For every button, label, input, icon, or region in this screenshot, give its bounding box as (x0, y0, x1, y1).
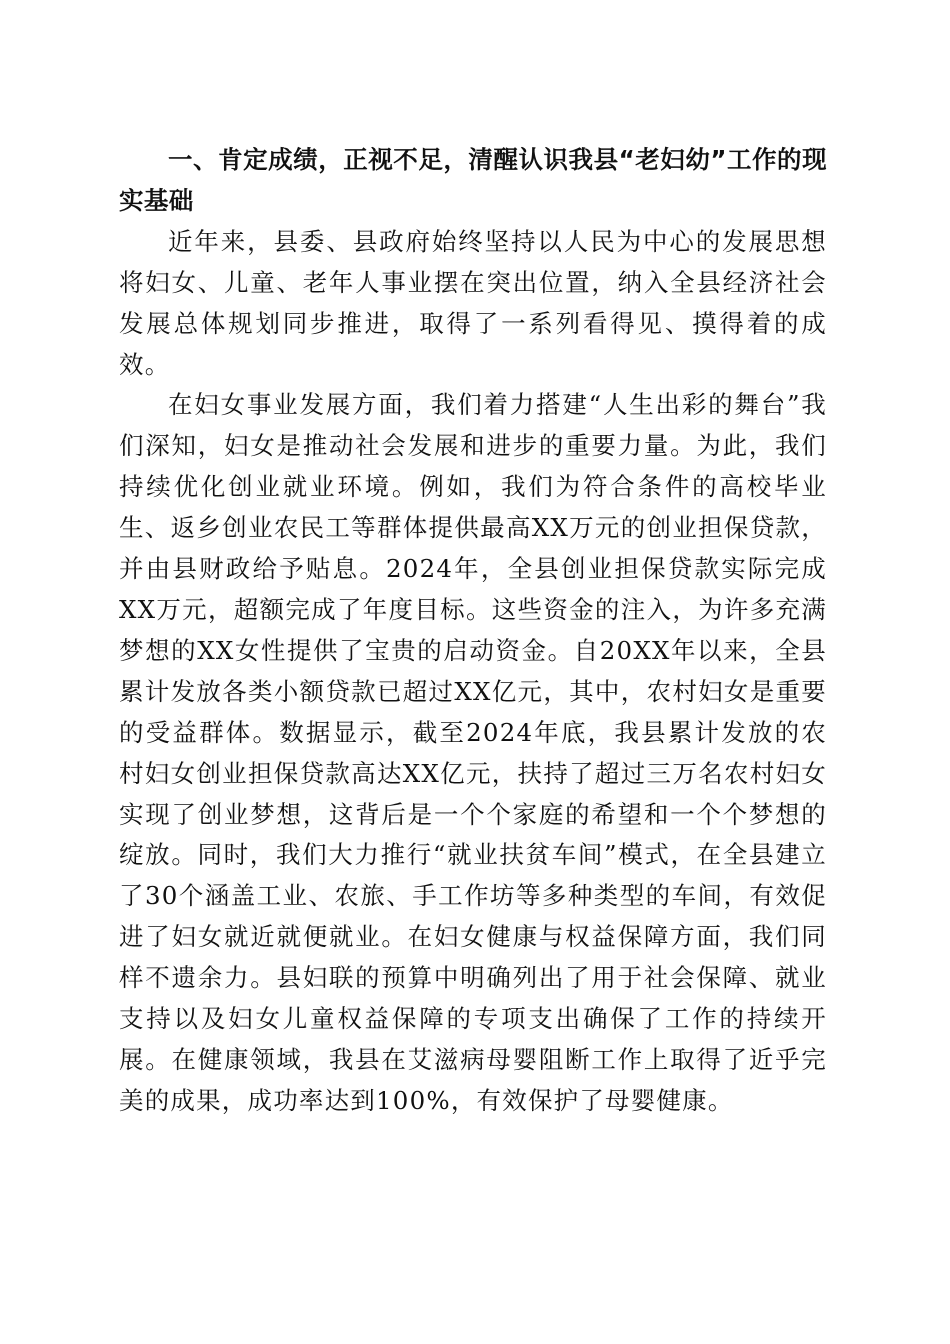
paragraph-women-development: 在妇女事业发展方面，我们着力搭建“人生出彩的舞台”我们深知，妇女是推动社会发展和进步的重要力量。为此，我们持续优化创业就业环境。例如，我们为符合条件的高校毕业生、返乡创业农民工等群体提供最高XX万元的创业担保贷款，并由县财政给予贴息。2024年，全县创业担保贷款实际完成XX万元，超额完成了年度目标。这些资金的注入，为许多充满梦想的XX女性提供了宝贵的启动资金。自20XX年以来，全县累计发放各类小额贷款已超过XX亿元，其中，农村妇女是重要的受益群体。数据显示，截至2024年底，我县累计发放的农村妇女创业担保贷款高达XX亿元，扶持了超过三万名农村妇女实现了创业梦想，这背后是一个个家庭的希望和一个个梦想的绽放。同时，我们大力推行“就业扶贫车间”模式，在全县建立了30个涵盖工业、农旅、手工作坊等多种类型的车间，有效促进了妇女就近就便就业。在妇女健康与权益保障方面，我们同样不遗余力。县妇联的预算中明确列出了用于社会保障、就业支持以及妇女儿童权益保障的专项支出确保了工作的持续开展。在健康领域，我县在艾滋病母婴阻断工作上取得了近乎完美的成果，成功率达到100%，有效保护了母婴健康。 (119, 390, 827, 1115)
document-body (119, 140, 827, 1122)
section-heading: 一、肯定成绩，正视不足，清醒认识我县“老妇幼”工作的现实基础 (119, 145, 827, 215)
paragraph-achievements-intro: 近年来，县委、县政府始终坚持以人民为中心的发展思想将妇女、儿童、老年人事业摆在突出位置，纳入全县经济社会发展总体规划同步推进，取得了一系列看得见、摸得着的成效。 (119, 226, 827, 379)
